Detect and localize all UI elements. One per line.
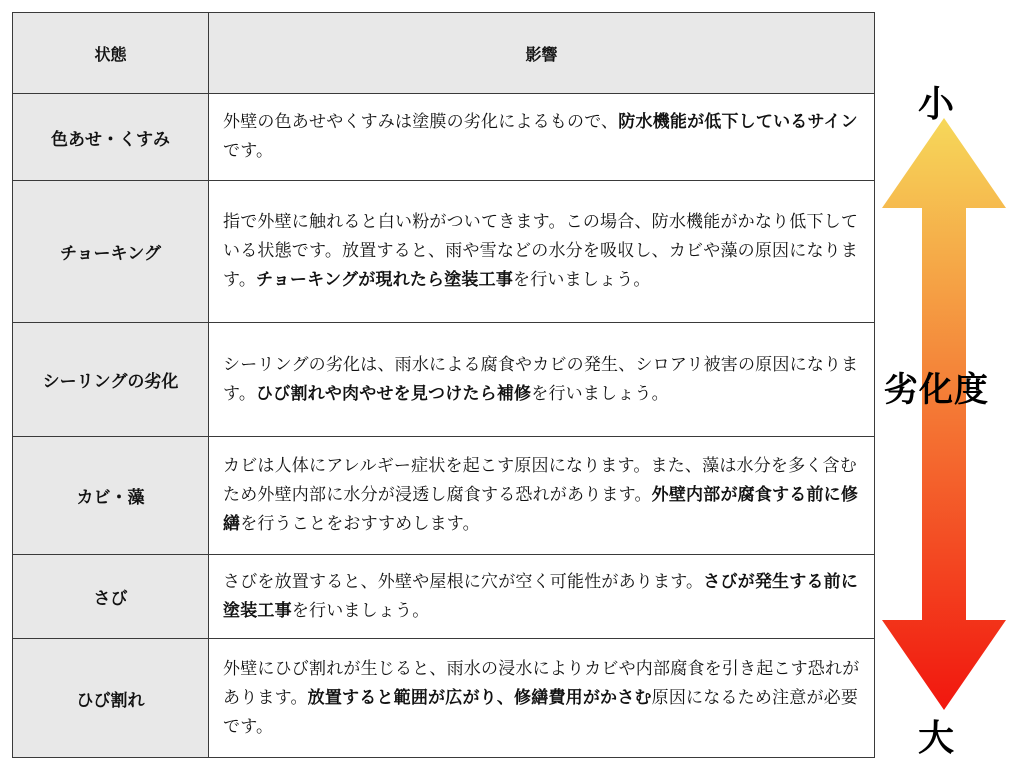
scale-small-label: 小 — [918, 84, 955, 125]
table-row — [13, 94, 875, 181]
effect-emphasis: 放置すると範囲が広がり、修繕費用がかさむ — [307, 687, 652, 708]
effect-text: を行うことをおすすめします。 — [240, 514, 480, 534]
effect-cell — [209, 639, 875, 758]
state-cell: 色あせ・くすみ — [13, 94, 209, 181]
effect-text: を行いましょう。 — [513, 270, 651, 290]
double-arrow-shape — [882, 118, 1006, 710]
effect-text: 指で外壁に触れると白い粉がついてきます。この場合、防水機能がかなり低下している状態です。放置すると、雨や雪などの水分を吸収し、カビや藻の原因になります。 — [223, 212, 859, 290]
effect-text: です。 — [223, 141, 274, 161]
effect-text: 外壁の色あせやくすみは塗膜の劣化によるもので、 — [223, 112, 619, 132]
effect-cell — [209, 181, 875, 323]
state-cell: チョーキング — [13, 181, 209, 323]
table-header-row — [13, 13, 875, 94]
effect-cell — [209, 437, 875, 555]
state-cell: さび — [13, 555, 209, 639]
effect-cell — [209, 94, 875, 181]
table-row — [13, 555, 875, 639]
effect-text: 原因になるため注意が必要です。 — [223, 687, 859, 737]
effect-cell — [209, 323, 875, 437]
effect-emphasis: ひび割れや肉やせを見つけたら補修 — [256, 383, 532, 404]
effect-cell — [209, 555, 875, 639]
effect-text: を行いましょう。 — [291, 600, 430, 621]
effect-text: 外壁にひび割れが生じると、雨水の浸水によりカビや内部腐食を引き起こす恐れがあります。 — [223, 658, 860, 708]
effect-emphasis: さびが発生する前に塗装工事 — [223, 571, 859, 621]
table-row — [13, 323, 875, 437]
header-state: 状態 — [13, 13, 209, 94]
table-row — [13, 437, 875, 555]
degradation-table — [12, 12, 875, 758]
scale-large-label: 大 — [918, 718, 955, 759]
scale-degradation-label: 劣化度 — [884, 370, 989, 410]
table-row — [13, 181, 875, 323]
effect-text: カビは人体にアレルギー症状を起こす原因になります。また、藻は水分を多く含むため外壁内部に水分が浸透し腐食する恐れがあります。 — [223, 456, 857, 505]
effect-emphasis: 防水機能が低下しているサイン — [618, 112, 858, 132]
effect-text: シーリングの劣化は、雨水による腐食やカビの発生、シロアリ被害の原因になります。 — [223, 354, 859, 404]
table-row — [13, 639, 875, 758]
header-effect: 影響 — [209, 13, 875, 94]
degradation-arrow-icon — [880, 118, 1008, 710]
effect-text: を行いましょう。 — [531, 383, 669, 404]
state-cell: ひび割れ — [13, 639, 209, 758]
state-cell: シーリングの劣化 — [13, 323, 209, 437]
effect-emphasis: 外壁内部が腐食する前に修繕 — [223, 485, 859, 534]
state-cell: カビ・藻 — [13, 437, 209, 555]
effect-text: さびを放置すると、外壁や屋根に穴が空く可能性があります。 — [223, 571, 704, 592]
effect-emphasis: チョーキングが現れたら塗装工事 — [256, 270, 514, 290]
